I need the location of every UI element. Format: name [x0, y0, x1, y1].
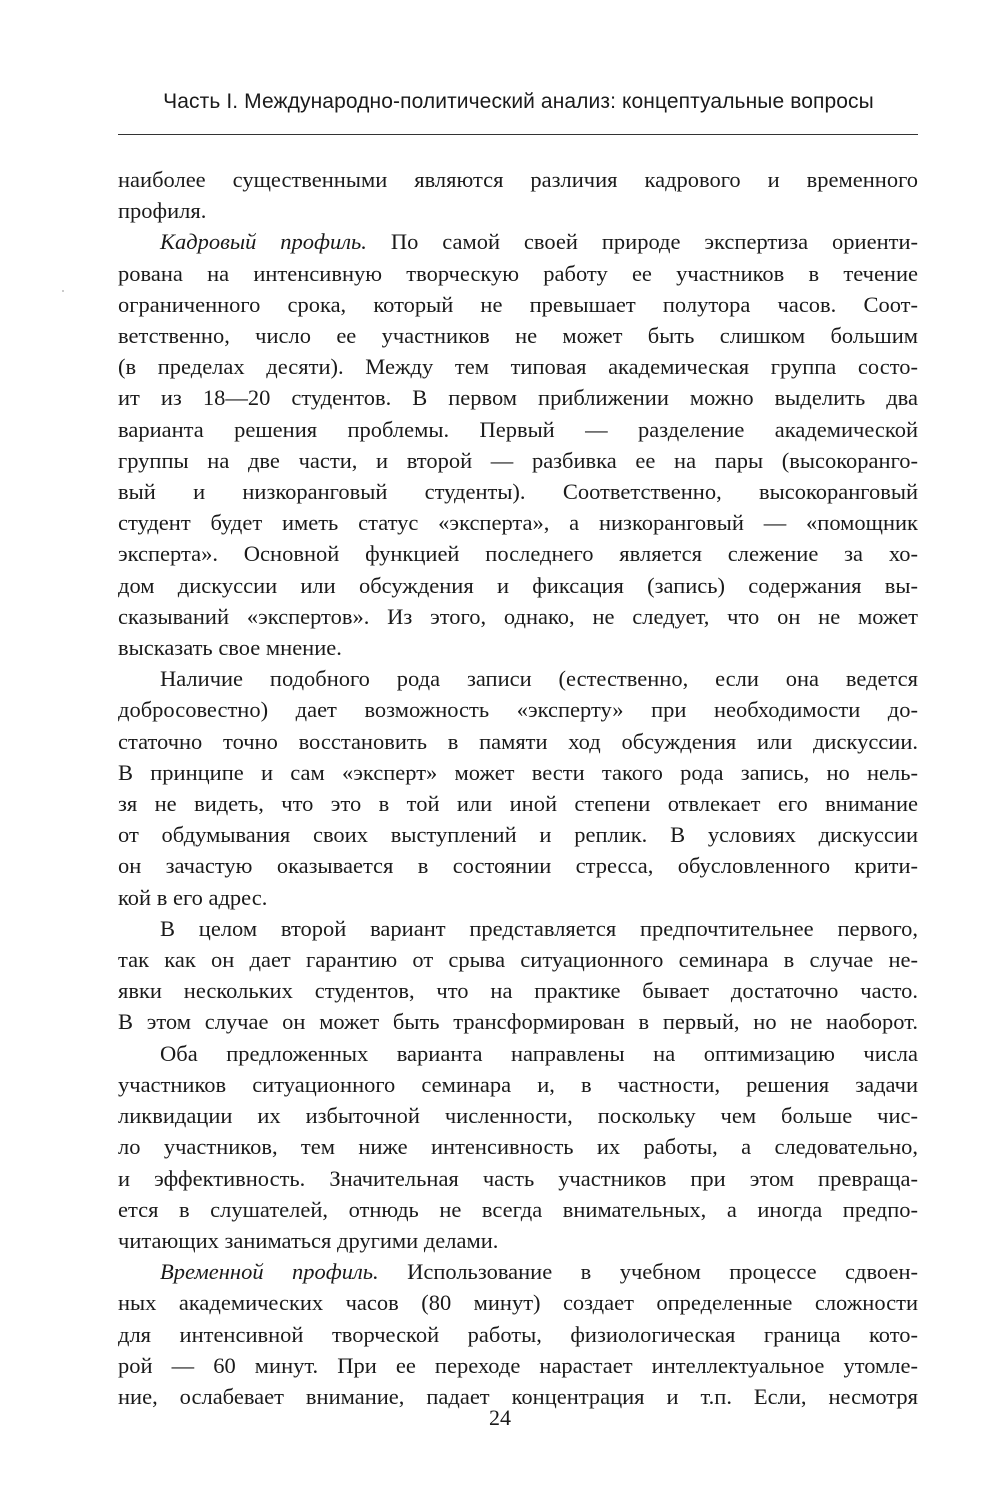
- line-text: варианта решения проблемы. Первый — разделение академической: [118, 416, 918, 442]
- text-line: [118, 694, 918, 725]
- text-line: [118, 1006, 918, 1037]
- line-text: ликвидации их избыточной численности, поскольку чем больше чис-: [118, 1103, 918, 1129]
- line-text: ется в слушателей, отнюдь не всегда внимательных, а иногда предпо-: [118, 1196, 918, 1222]
- text-line: [118, 726, 918, 757]
- text-line: [118, 1163, 918, 1194]
- text-line: [118, 414, 918, 445]
- text-line: [118, 663, 918, 694]
- italic-lead: Кадровый профиль.: [160, 229, 367, 255]
- text-line: [118, 1100, 918, 1131]
- running-head: Часть I. Международно-политический анализ: концептуальные вопросы: [163, 90, 874, 113]
- line-text: явки нескольких студентов, что на практике бывает достаточно часто.: [118, 978, 918, 1004]
- text-line: [118, 882, 918, 913]
- line-text: кой в его адрес.: [118, 884, 268, 910]
- text-line: [118, 788, 918, 819]
- text-line: [118, 632, 918, 663]
- line-text: студент будет иметь статус «эксперта», а низкоранговый — «помощник: [118, 510, 918, 536]
- text-line: [118, 1256, 918, 1287]
- text-line: [118, 476, 918, 507]
- line-text: читающих заниматься другими делами.: [118, 1227, 499, 1253]
- line-text: ит из 18—20 студентов. В первом приближении можно выделить два: [118, 385, 918, 411]
- text-line: [118, 913, 918, 944]
- text-line: [118, 944, 918, 975]
- line-text: наиболее существенными являются различия кадрового и временного: [118, 167, 918, 192]
- text-line: [118, 1069, 918, 1100]
- line-text: Использование в учебном процессе сдвоен-: [378, 1259, 918, 1285]
- line-text: (в пределах десяти). Между тем типовая академическая группа состо-: [118, 354, 918, 380]
- text-line: [118, 1287, 918, 1318]
- line-text: группы на две части, и второй — разбивка ее на пары (высокоранго-: [118, 447, 918, 473]
- italic-lead: Временной профиль.: [160, 1259, 379, 1285]
- line-text: дом дискуссии или обсуждения и фиксация (запись) содержания вы-: [118, 572, 918, 598]
- line-text: В целом второй вариант представляется предпочтительнее первого,: [160, 915, 918, 941]
- line-text: высказать свое мнение.: [118, 635, 342, 661]
- text-line: [118, 1038, 918, 1069]
- line-text: сказываний «экспертов». Из этого, однако, не следует, что он не может: [118, 603, 918, 629]
- text-line: [118, 1350, 918, 1381]
- text-line: [118, 819, 918, 850]
- text-line: [118, 164, 918, 195]
- line-text: ло участников, тем ниже интенсивность их работы, а следовательно,: [118, 1134, 918, 1160]
- text-line: [118, 850, 918, 881]
- line-text: В этом случае он может быть трансформирован в первый, но не наоборот.: [118, 1009, 918, 1035]
- text-line: [118, 195, 918, 226]
- line-text: ограниченного срока, который не превышает полутора часов. Соот-: [118, 291, 918, 317]
- line-text: так как он дает гарантию от срыва ситуационного семинара в случае не-: [118, 947, 918, 973]
- text-line: [118, 258, 918, 289]
- text-line: [118, 538, 918, 569]
- body-text: [118, 164, 918, 1412]
- line-text: добросовестно) дает возможность «эксперту» при необходимости до-: [118, 697, 918, 723]
- line-text: зя не видеть, что это в той или иной степени отвлекает его внимание: [118, 791, 918, 817]
- line-text: для интенсивной творческой работы, физиологическая граница кото-: [118, 1321, 918, 1347]
- line-text: эксперта». Основной функцией последнего является слежение за хо-: [118, 541, 918, 567]
- line-text: ветственно, число ее участников не может быть слишком большим: [118, 323, 918, 349]
- line-text: В принципе и сам «эксперт» может вести такого рода запись, но нель-: [118, 759, 918, 785]
- line-text: Оба предложенных варианта направлены на оптимизацию числа: [160, 1040, 918, 1066]
- page-number: 24: [489, 1405, 511, 1430]
- line-text: ние, ослабевает внимание, падает концентрация и т.п. Если, несмотря: [118, 1383, 918, 1409]
- line-text: участников ситуационного семинара и, в частности, решения задачи: [118, 1071, 918, 1097]
- text-line: [118, 320, 918, 351]
- text-line: [118, 382, 918, 413]
- line-text: и эффективность. Значительная часть участников при этом превраща-: [118, 1165, 918, 1191]
- text-line: [118, 757, 918, 788]
- line-text: По самой своей природе экспертиза ориенти-: [366, 229, 918, 255]
- text-line: [118, 601, 918, 632]
- line-text: ных академических часов (80 минут) создает определенные сложности: [118, 1290, 918, 1316]
- text-line: [118, 1131, 918, 1162]
- line-text: Наличие подобного рода записи (естественно, если она ведется: [160, 666, 918, 692]
- header-rule: [118, 134, 918, 135]
- text-line: [118, 975, 918, 1006]
- text-line: [118, 507, 918, 538]
- line-text: от обдумывания своих выступлений и реплик. В условиях дискуссии: [118, 822, 918, 848]
- text-line: [118, 445, 918, 476]
- text-line: [118, 289, 918, 320]
- text-line: [118, 1225, 918, 1256]
- text-line: [118, 1319, 918, 1350]
- line-text: статочно точно восстановить в памяти ход обсуждения или дискуссии.: [118, 728, 918, 754]
- text-line: [118, 1194, 918, 1225]
- text-line: [118, 226, 918, 257]
- line-text: рой — 60 минут. При ее переходе нарастает интеллектуальное утомле-: [118, 1352, 918, 1378]
- line-text: он зачастую оказывается в состоянии стресса, обусловленного крити-: [118, 853, 918, 879]
- text-line: [118, 570, 918, 601]
- line-text: рована на интенсивную творческую работу ее участников в течение: [118, 260, 918, 286]
- line-text: профиля.: [118, 198, 207, 224]
- scan-speck: [62, 290, 64, 292]
- text-line: [118, 351, 918, 382]
- line-text: вый и низкоранговый студенты). Соответственно, высокоранговый: [118, 479, 918, 505]
